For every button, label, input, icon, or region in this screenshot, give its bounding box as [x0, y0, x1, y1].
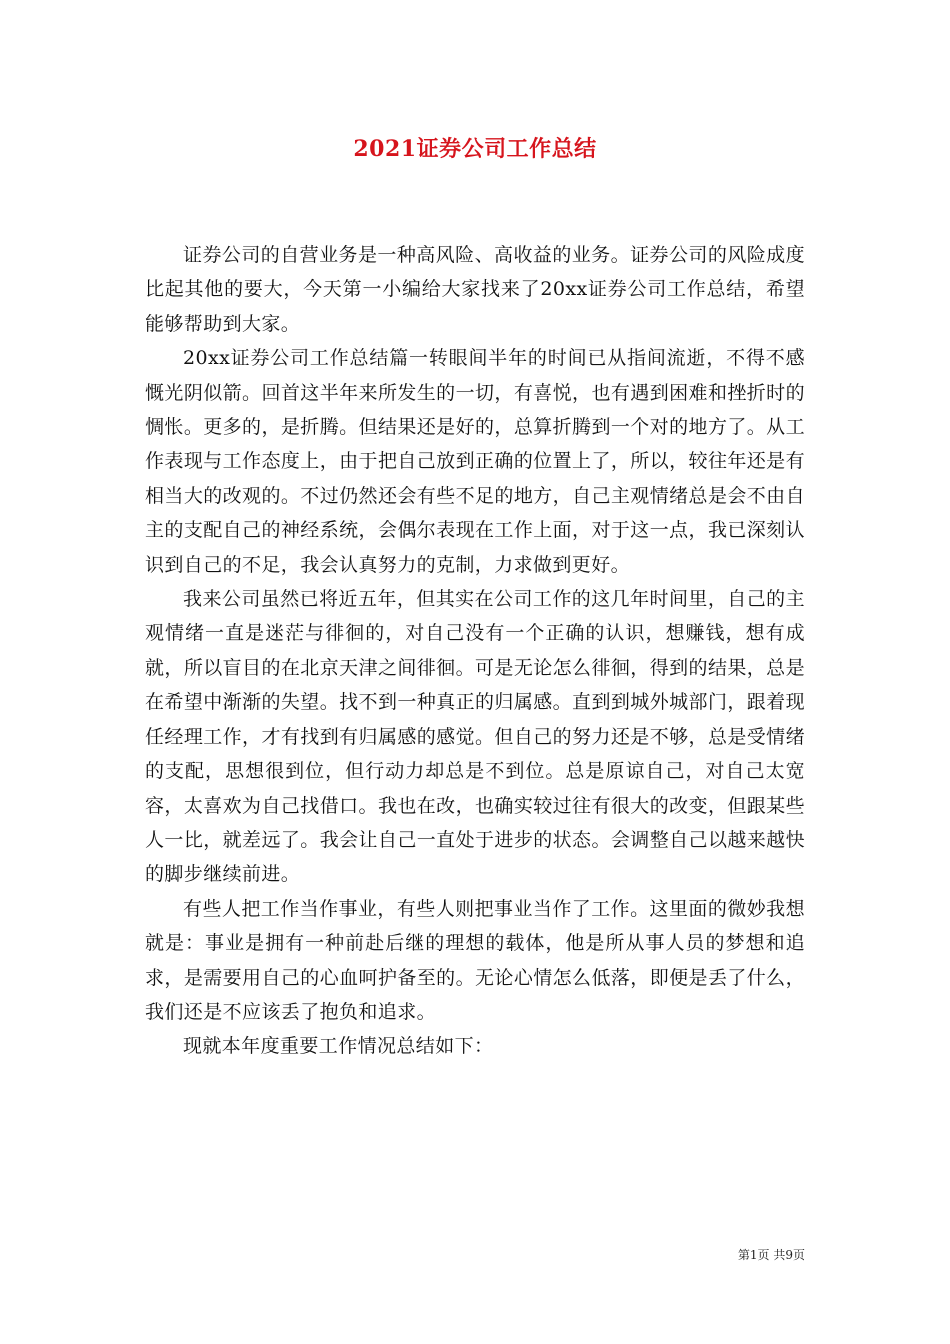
paragraph-3: 有些人把工作当作事业，有些人则把事业当作了工作。这里面的微妙我想就是：事业是拥有一种前赴后继的理想的载体，他是所从事人员的梦想和追求，是需要用自己的心血呵护备至的。无论心情怎么低落，即便是丢了什么，我们还是不应该丢了抱负和追求。 — [145, 897, 805, 1023]
page-title: 2021证券公司工作总结 — [353, 136, 597, 162]
paragraph-2: 我来公司虽然已将近五年，但其实在公司工作的这几年时间里，自己的主观情绪一直是迷茫与徘徊的，对自己没有一个正确的认识，想赚钱，想有成就，所以盲目的在北京天津之间徘徊。可是无论怎么徘徊，得到的结果，总是在希望中渐渐的失望。找不到一种真正的归属感。直到到城外城部门，跟着现任经理工作，才有找到有归属感的感觉。但自己的努力还是不够，总是受情绪的支配，思想很到位，但行动力却总是不到位。总是原谅自己，对自己太宽容，太喜欢为自己找借口。我也在改，也确实较过往有很大的改变，但跟某些人一比，就差远了。我会让自己一直处于进步的状态。会调整自己以越来越快的脚步继续前进。 — [145, 588, 805, 886]
page-number: 第1页 共9页 — [737, 1248, 805, 1262]
paragraph-1: 20xx证券公司工作总结篇一转眼间半年的时间已从指间流逝，不得不感慨光阴似箭。回首这半年来所发生的一切，有喜悦，也有遇到困难和挫折时的惆怅。更多的，是折腾。但结果还是好的，总算折腾到一个对的地方了。从工作表现与工作态度上，由于把自己放到正确的位置上了，所以，较往年还是有相当大的改观的。不过仍然还会有些不足的地方，自己主观情绪总是会不由自主的支配自己的神经系统，会偶尔表现在工作上面，对于这一点，我已深刻认识到自己的不足，我会认真努力的克制，力求做到更好。 — [145, 347, 805, 576]
document-body — [145, 238, 805, 1064]
paragraph-intro: 证券公司的自营业务是一种高风险、高收益的业务。证券公司的风险成度比起其他的要大，今天第一小编给大家找来了20xx证券公司工作总结，希望能够帮助到大家。 — [145, 244, 805, 335]
paragraph-4: 现就本年度重要工作情况总结如下： — [183, 1035, 494, 1058]
